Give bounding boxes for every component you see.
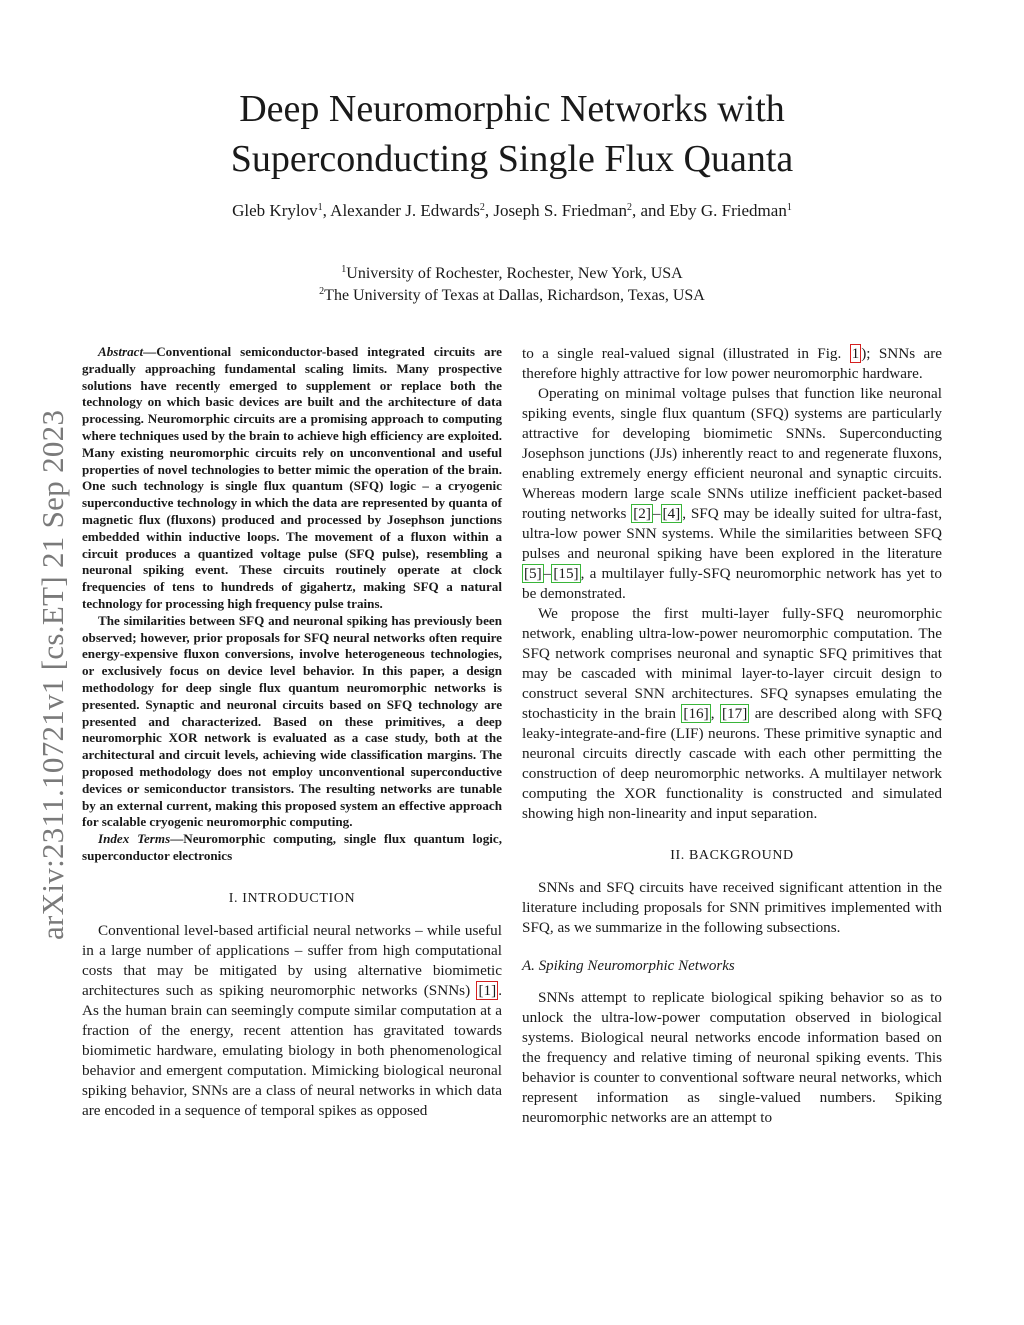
abstract-paragraph-2	[82, 613, 502, 831]
title-line-2: Superconducting Single Flux Quanta	[230, 138, 794, 180]
author-name: Gleb Krylov	[232, 201, 318, 220]
background-paragraph-1: SNNs and SFQ circuits have received significant attention in the literature including proposals for SNN primitives implemented with SFQ, as we summarize in the following subsections.	[522, 879, 942, 936]
intro-paragraph-continued	[522, 344, 942, 384]
intro-text: We propose the first multi-layer fully-SFQ neuromorphic network, enabling ultra-low-power neuromorphic computation. The SFQ network comprises neuronal and synaptic SFQ primitives that may be cascaded with minimal layer-to-layer circuit design to construct several SNN architectures. SFQ synapses emulating the stochasticity in the brain	[522, 605, 942, 722]
author-affiliation-mark: 1	[786, 202, 792, 213]
abstract-label: Abstract	[98, 344, 144, 359]
citation-link-5[interactable]: [5]	[524, 565, 542, 582]
intro-text: to a single real-valued signal (illustrated in Fig.	[522, 345, 850, 362]
intro-text: , a multilayer fully-SFQ neuromorphic network has yet to be demonstrated.	[522, 565, 942, 602]
affiliation-list	[0, 263, 1024, 307]
intro-text: , SFQ may be ideally suited for ultra-fast, ultra-low power SNN systems. While the similarities between SFQ pulses and neuronal spiking have been explored in the literature	[522, 505, 942, 562]
abstract-dash: —	[143, 344, 157, 359]
abstract-text-2: The similarities between SFQ and neuronal spiking has previously been observed; however, prior proposals for SFQ neural networks often require energy-expensive fluxon conversions, involve heterogeneous technologies, or exclusively focus on device level behavior. In this paper, a design methodology for deep single flux quantum neuromorphic networks is presented. Synaptic and neuronal circuits based on SFQ technology are presented and characterized. Based on these primitives, a deep neuromorphic XOR network is evaluated as a case study, both at the architectural and circuit levels, achieving wide classification margins. The proposed methodology does not employ unconventional superconductive devices or semiconductor transistors. The resulting networks are tunable by an external current, making this proposed system an effective approach for scalable cryogenic neuromorphic computing.	[82, 612, 502, 830]
affiliation	[0, 263, 1024, 285]
intro-paragraph-2	[522, 384, 942, 604]
affiliation-number: 1	[341, 264, 347, 275]
author-separator: ,	[322, 201, 331, 220]
spiking-paragraph-1: SNNs attempt to replicate biological spiking behavior so as to unlock the ultra-low-power computation observed in biological systems. Biological neural networks encode information based on the frequency and relative timing of neuronal spiking events. This behavior is counter to conventional software neural networks, which represent information as single-valued numbers. Spiking neuromorphic networks are an attempt to	[522, 989, 942, 1126]
section-heading-introduction: I. INTRODUCTION	[228, 890, 356, 906]
intro-text: Operating on minimal voltage pulses that function like neuronal spiking events, single flux quantum (SFQ) systems are particularly attractive for developing biomimetic SNNs. Superconducting Josephson junctions (JJs) inherently react to and regenerate fluxons, enabling extremely energy efficient neuronal and synaptic circuits. Whereas modern large scale SNNs utilize inefficient packet-based routing networks	[522, 385, 942, 522]
citation-range-dash: –	[543, 565, 552, 582]
author-affiliation-mark: 2	[626, 202, 632, 213]
index-terms-dash: —	[170, 831, 184, 847]
index-terms-label: Index Terms	[98, 831, 171, 847]
author-affiliation-mark: 2	[479, 202, 485, 213]
abstract-text-1: Conventional semiconductor-based integrated circuits are gradually approaching fundamental scaling limits. Many prospective solutions have recently emerged to supplement or replace both the technology on which basic devices are built and the architecture of data processing. Neuromorphic circuits are a promising approach to computing where techniques used by the brain to achieve high efficiency are exploited. Many existing neuromorphic circuits rely on unconventional and useful properties of novel technologies to better mimic the operation of the brain. One such technology is single flux quantum (SFQ) logic – a cryogenic superconductive technology in which the data are represented by quanta of magnetic flux (fluxons) produced and processed by Josephson junctions embedded within inductive loops. The movement of a fluxon within a circuit produces a quantized voltage pulse (SFQ pulse), resembling a neuronal spiking event. These circuits routinely operate at clock frequencies of tens to hundreds of gigahertz, making SFQ a natural technology for processing high frequency pulse trains.	[82, 344, 502, 611]
citation-link-16[interactable]: [16]	[683, 705, 709, 722]
affiliation-number: 2	[319, 286, 325, 297]
author-name: Alexander J. Edwards	[330, 201, 480, 220]
intro-text: ); SNNs are therefore highly attractive for low power neuromorphic hardware.	[522, 345, 943, 382]
citation-range-dash: –	[652, 505, 661, 522]
subsection-heading-spiking: A. Spiking Neuromorphic Networks	[522, 958, 735, 974]
author-affiliation-mark: 1	[317, 202, 323, 213]
section-heading-background: II. BACKGROUND	[670, 848, 794, 863]
citation-link-4[interactable]: [4]	[662, 505, 681, 522]
affiliation-text: University of Rochester, Rochester, New York, USA	[346, 265, 683, 282]
figure-link-1[interactable]: 1	[851, 345, 860, 362]
index-terms	[82, 831, 502, 865]
author-list	[0, 199, 1024, 223]
paper-title	[0, 84, 1024, 184]
citation-link-15[interactable]: [15]	[553, 565, 579, 582]
right-column	[522, 344, 942, 1128]
intro-text: are described along with SFQ leaky-integrate-and-fire (LIF) neurons. These primitive synaptic and neuronal circuits directly cascade with each other permitting the construction of deep neuromorphic networks. A multilayer network computing the XOR functionality is constructed and simulated showing high non-linearity and input separation.	[522, 705, 942, 822]
author-name: Eby G. Friedman	[669, 201, 787, 220]
citation-link-1[interactable]: [1]	[478, 981, 497, 999]
arxiv-identifier: arXiv:2311.10721v1 [cs.ET] 21 Sep 2023	[35, 409, 70, 940]
intro-text: . As the human brain can seemingly compute similar computation at a fraction of the energy, recent attention has gravitated towards biomimetic hardware, emulating biology in both phenomenological behavior and emergent computation. Mimicking biological neuronal spiking behavior, SNNs are a class of neural networks in which data are encoded in a sequence of temporal spikes as opposed	[82, 981, 502, 1119]
citation-link-2[interactable]: [2]	[633, 505, 651, 522]
intro-paragraph-3	[522, 604, 942, 824]
intro-text: Conventional level-based artificial neural networks – while useful in a large number of applications – suffer from high computational costs that may be mitigated by using alternative biomimetic architectures such as spiking neuromorphic networks (SNNs)	[82, 921, 502, 999]
citation-link-17[interactable]: [17]	[721, 705, 748, 722]
title-line-1: Deep Neuromorphic Networks with	[239, 88, 785, 130]
intro-paragraph-1	[82, 921, 502, 1121]
affiliation-text: The University of Texas at Dallas, Richardson, Texas, USA	[324, 287, 705, 304]
left-column	[82, 344, 502, 1121]
index-terms-text: Neuromorphic computing, single flux quantum logic, superconductor electronics	[82, 831, 502, 863]
author-name: Joseph S. Friedman	[493, 201, 627, 220]
abstract-paragraph-1	[82, 344, 502, 613]
author-separator: , and	[631, 201, 670, 220]
citation-separator: ,	[710, 705, 720, 722]
affiliation	[0, 285, 1024, 307]
author-separator: ,	[484, 201, 494, 220]
